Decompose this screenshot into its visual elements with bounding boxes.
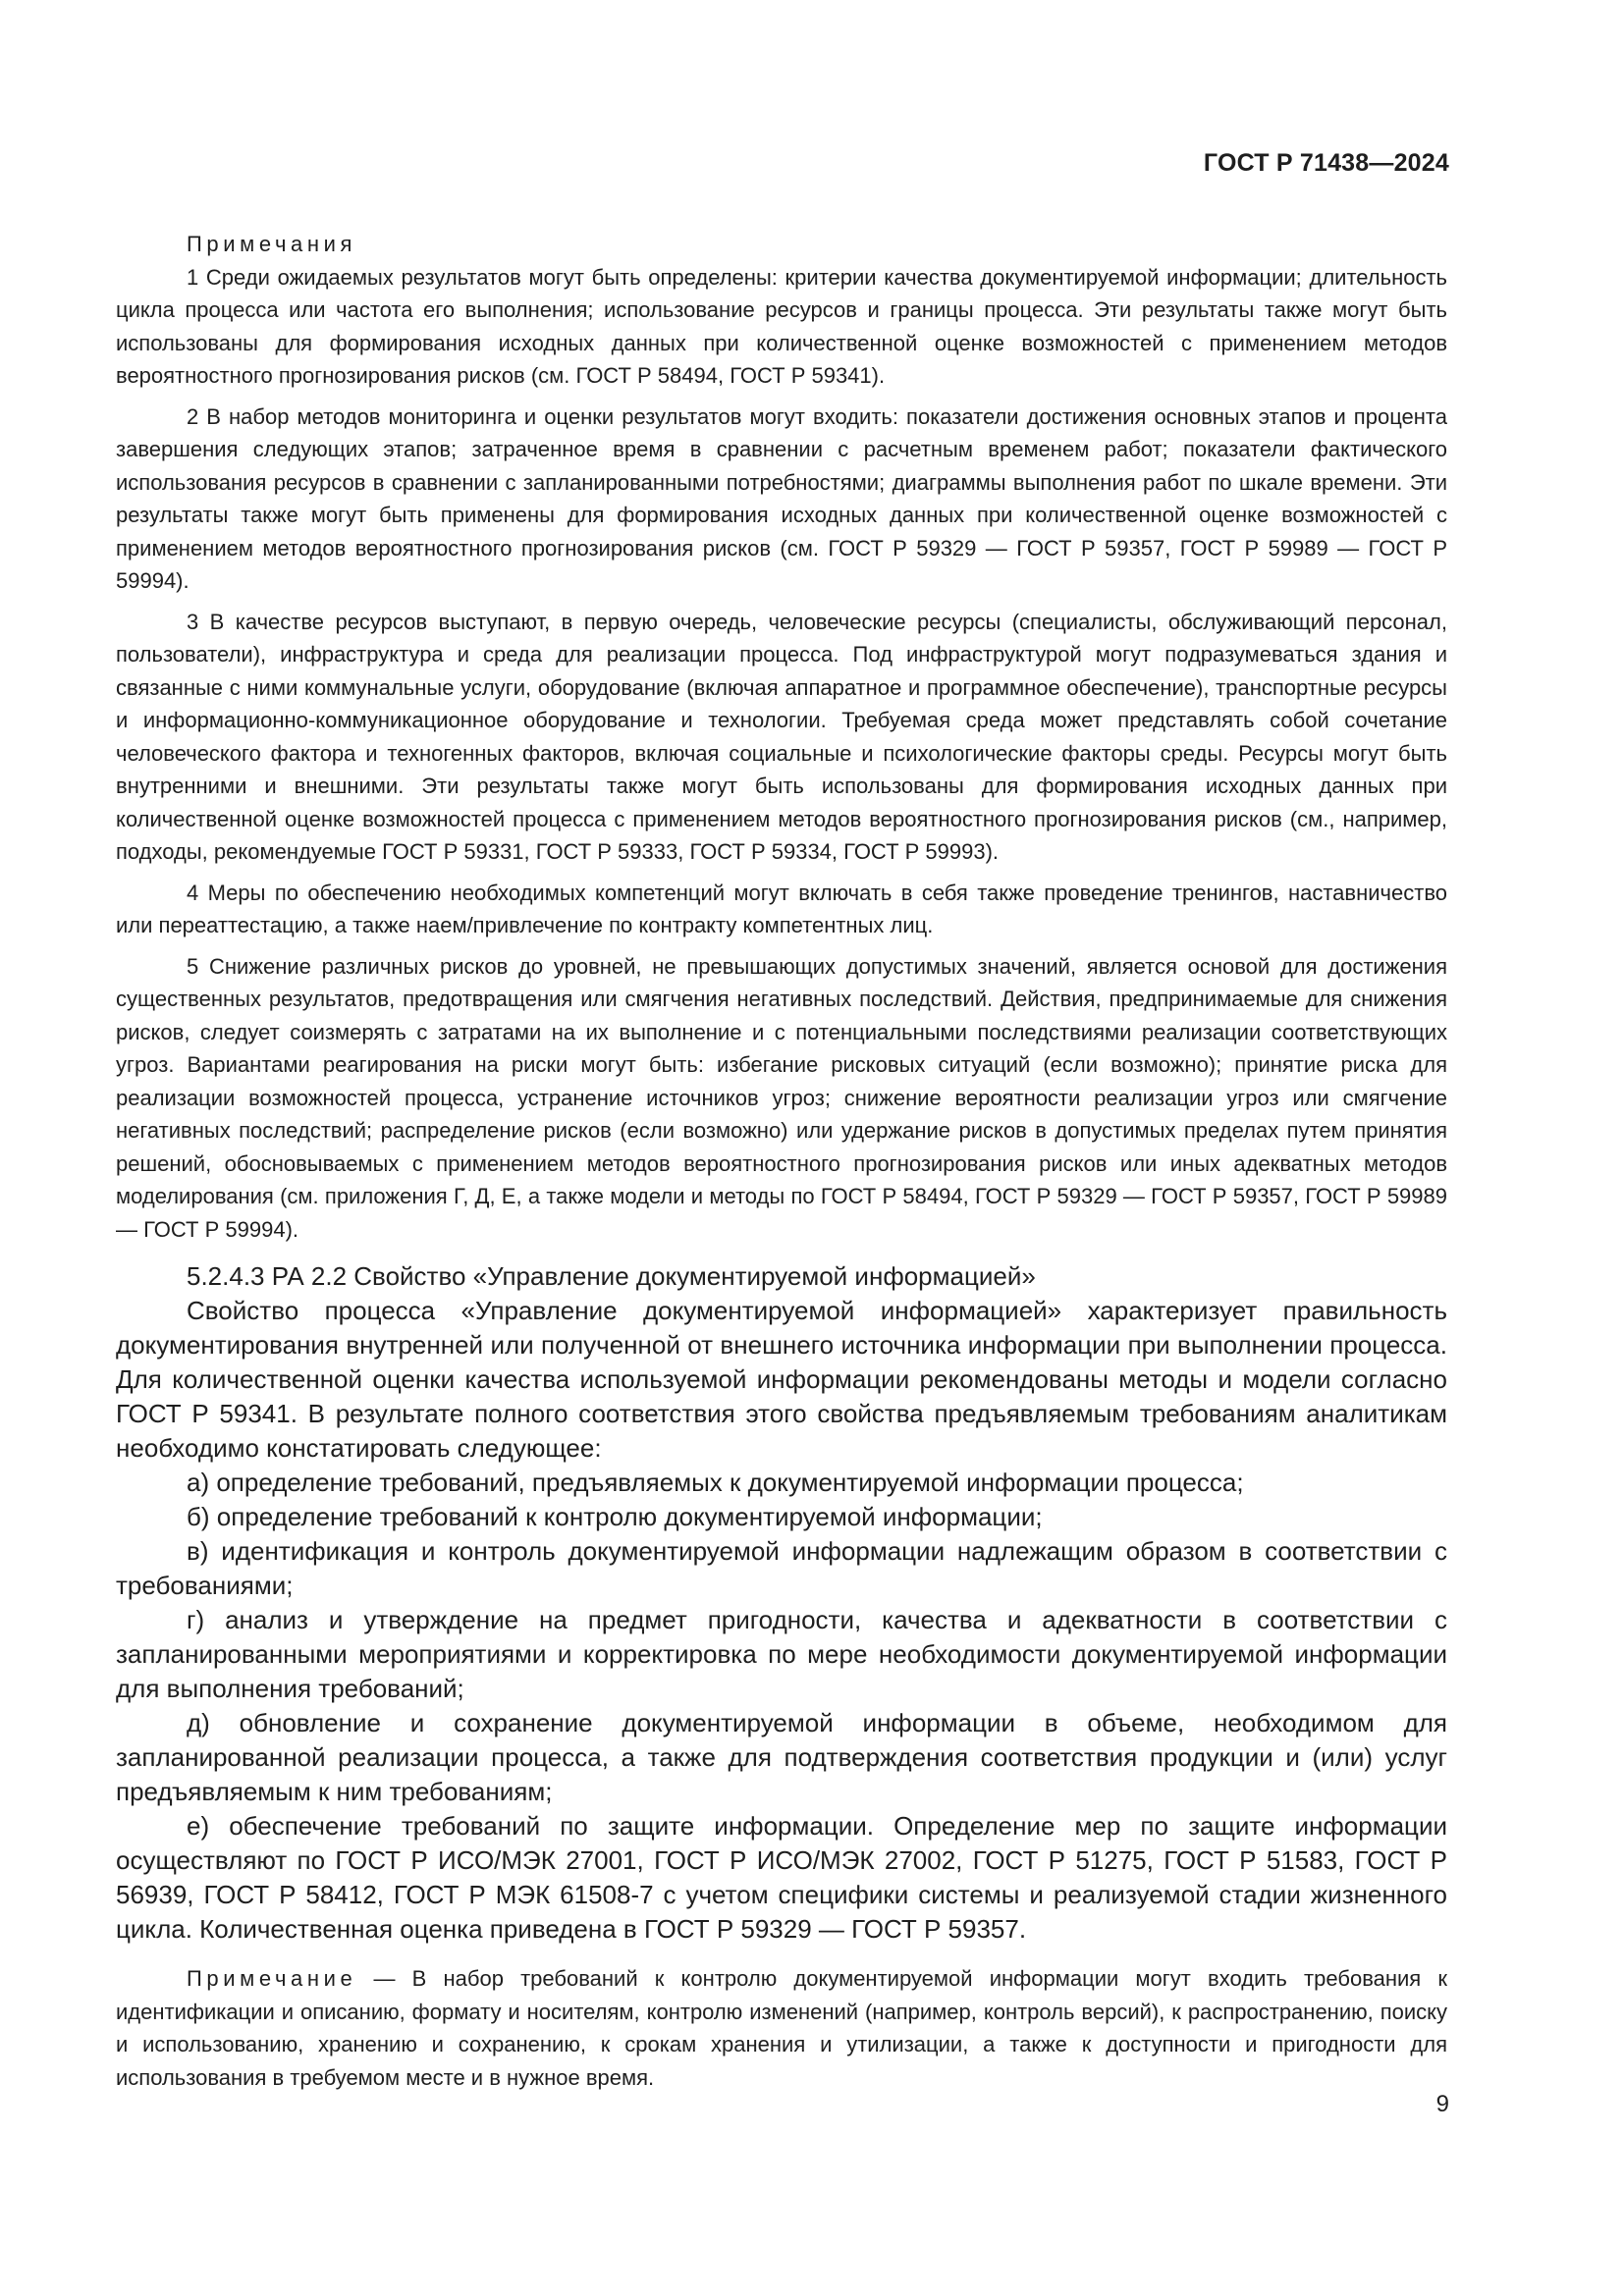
note-item-1: 1 Среди ожидаемых результатов могут быть определены: критерии качества документируемой информации; длительность цикла процесса или частота его выполнения; использование ресурсов и границы процесса. Эти результаты также могут быть использованы для формирования исходных данных при количественной оценке возможностей с применением методов вероятностного прогнозирования рисков (см. ГОСТ Р 58494, ГОСТ Р 59341). xyxy=(116,264,1447,388)
requirement-item-e: е) обеспечение требований по защите информации. Определение мер по защите информации осуществляют по ГОСТ Р ИСО/МЭК 27001, ГОСТ Р ИСО/МЭК 27002, ГОСТ Р 51275, ГОСТ Р 51583, ГОСТ Р 56939, ГОСТ Р 58412, ГОСТ Р МЭК 61508-7 с учетом специфики системы и реализуемой стадии жизненного цикла. Количественная оценка приведена в ГОСТ Р 59329 — ГОСТ Р 59357. xyxy=(116,1811,1447,1944)
note-item-3: 3 В качестве ресурсов выступают, в первую очередь, человеческие ресурсы (специалисты, обслуживающий персонал, пользователи), инфраструктура и среда для реализации процесса. Под инфраструктурой могут подразумеваться здания и связанные с ними коммунальные услуги, оборудование (включая аппаратное и программное обеспечение), транспортные ресурсы и информационно-коммуникационное оборудование и технологии. Требуемая среда может представлять собой сочетание человеческого фактора и техногенных факторов, включая социальные и психологические факторы среды. Ресурсы могут быть внутренними и внешними. Эти результаты также могут быть использованы для формирования исходных данных при количественной оценке возможностей процесса с применением методов вероятностного прогнозирования рисков (см., например, подходы, рекомендуемые ГОСТ Р 59331, ГОСТ Р 59333, ГОСТ Р 59334, ГОСТ Р 59993). xyxy=(116,609,1447,864)
page-content xyxy=(116,228,1447,2094)
section-intro: Свойство процесса «Управление документируемой информацией» характеризует правильность документирования внутренней или полученной от внешнего источника информации при выполнении процесса. Для количественной оценки качества используемой информации рекомендованы методы и модели согласно ГОСТ Р 59341. В результате полного соответствия этого свойства предъявляемым требованиям аналитикам необходимо констатировать следующее: xyxy=(116,1296,1447,1463)
notes-heading: Примечания xyxy=(187,232,357,256)
page-number: 9 xyxy=(1435,2091,1449,2117)
section-note-label: Примечание xyxy=(187,1966,357,1991)
section-note-text: — В набор требований к контролю документируемой информации могут входить требования к идентификации и описанию, формату и носителям, контролю изменений (например, контроль версий), к распространению, поиску и использованию, хранению и сохранению, к срокам хранения и утилизации, а также к доступности и пригодности для использования в требуемом месте и в нужное время. xyxy=(116,1966,1447,2090)
requirement-item-g: г) анализ и утверждение на предмет пригодности, качества и адекватности в соответствии с запланированными мероприятиями и корректировка по мере необходимости документируемой информации для выполнения требований; xyxy=(116,1605,1447,1703)
note-item-2: 2 В набор методов мониторинга и оценки результатов могут входить: показатели достижения основных этапов и процента завершения следующих этапов; затраченное время в сравнении с расчетным временем работ; показатели фактического использования ресурсов в сравнении с запланированными потребностями; диаграммы выполнения работ по шкале времени. Эти результаты также могут быть применены для формирования исходных данных при количественной оценке возможностей с применением методов вероятностного прогнозирования рисков (см. ГОСТ Р 59329 — ГОСТ Р 59357, ГОСТ Р 59989 — ГОСТ Р 59994). xyxy=(116,403,1447,593)
requirement-item-b: б) определение требований к контролю документируемой информации; xyxy=(187,1502,1043,1531)
note-item-4: 4 Меры по обеспечению необходимых компетенций могут включать в себя также проведение тренингов, наставничество или переаттестацию, а также наем/привлечение по контракту компетентных лиц. xyxy=(116,880,1447,937)
section-note xyxy=(116,1962,1447,2094)
section-heading: 5.2.4.3 РА 2.2 Свойство «Управление документируемой информацией» xyxy=(187,1261,1036,1291)
requirement-item-d: д) обновление и сохранение документируемой информации в объеме, необходимом для запланированной реализации процесса, а также для подтверждения соответствия продукции и (или) услуг предъявляемым к ним требованиям; xyxy=(116,1708,1447,1806)
requirement-item-v: в) идентификация и контроль документируемой информации надлежащим образом в соответствии с требованиями; xyxy=(116,1536,1447,1600)
document-code: ГОСТ Р 71438—2024 xyxy=(1203,149,1449,177)
requirement-item-a: а) определение требований, предъявляемых к документируемой информации процесса; xyxy=(187,1468,1244,1497)
note-item-5: 5 Снижение различных рисков до уровней, не превышающих допустимых значений, является основой для достижения существенных результатов, предотвращения или смягчения негативных последствий. Действия, предпринимаемые для снижения рисков, следует соизмерять с затратами на их выполнение и с потенциальными последствиями реализации соответствующих угроз. Вариантами реагирования на риски могут быть: избегание рисковых ситуаций (если возможно); принятие риска для реализации возможностей процесса, устранение источников угроз; снижение вероятности реализации угроз или смягчение негативных последствий; распределение рисков (если возможно) или удержание рисков в допустимых пределах путем принятия решений, обосновываемых с применением методов вероятностного прогнозирования рисков или иных адекватных методов моделирования (см. приложения Г, Д, Е, а также модели и методы по ГОСТ Р 58494, ГОСТ Р 59329 — ГОСТ Р 59357, ГОСТ Р 59989 — ГОСТ Р 59994). xyxy=(116,953,1447,1242)
